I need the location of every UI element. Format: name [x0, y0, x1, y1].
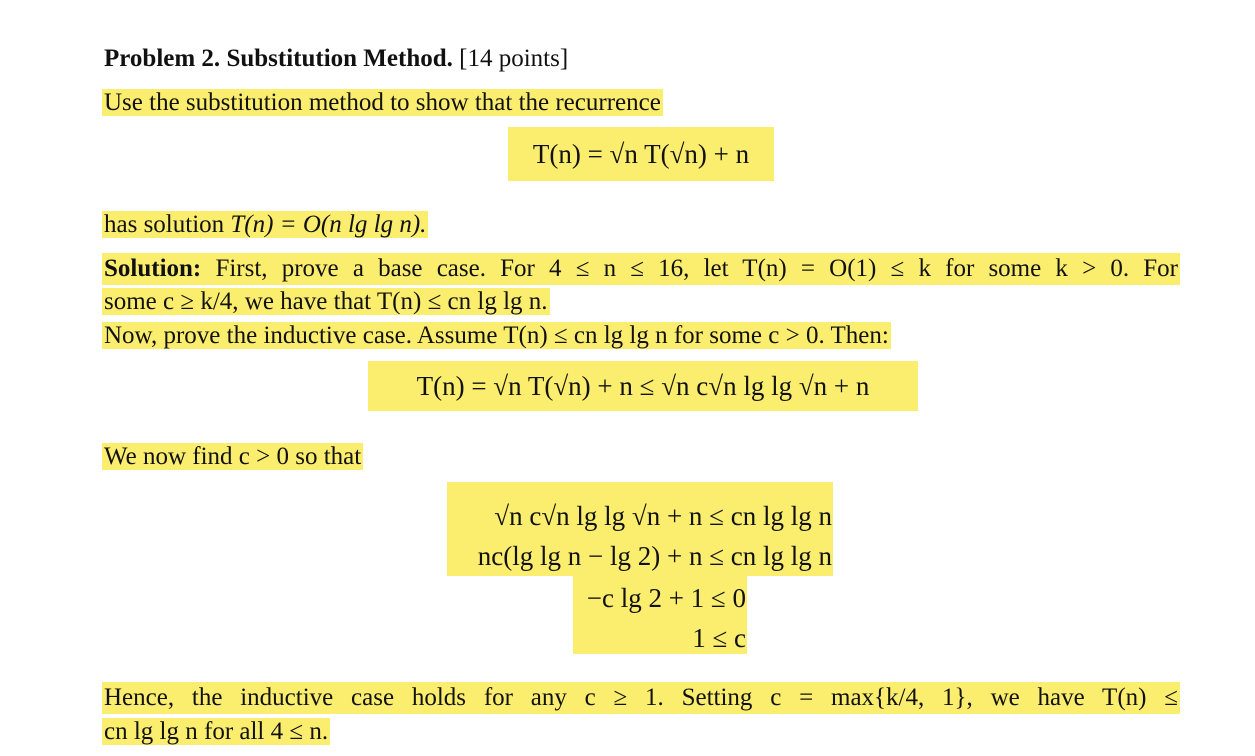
- claim-math: T(n) = O(n lg lg n).: [230, 211, 427, 238]
- expansion-equation: T(n) = √n T(√n) + n ≤ √n c√n lg lg √n + n: [368, 361, 918, 411]
- conclusion-line-2: cn lg lg n for all 4 ≤ n.: [104, 718, 329, 745]
- solution-line-1: [102, 253, 1180, 285]
- problem-points: [14 points]: [459, 45, 569, 72]
- claim-line: [102, 211, 428, 238]
- find-text: We now find c > 0 so that: [104, 443, 362, 470]
- step-3: −c lg 2 + 1 ≤ 0: [586, 583, 746, 613]
- conclusion-line-1: Hence, the inductive case holds for any c ≥ 1. Setting c = max{k/4, 1}, we have T(n) ≤: [102, 682, 1180, 714]
- solution-label: Solution:: [104, 255, 202, 282]
- problem-label: Problem 2.: [104, 45, 221, 72]
- problem-heading: [104, 43, 568, 75]
- solution-line1-text: First, prove a base case. For 4 ≤ n ≤ 16, let T(n) = O(1) ≤ k for some k > 0. For: [215, 255, 1179, 282]
- solution-line-3: Now, prove the inductive case. Assume T(n) ≤ cn lg lg n for some c > 0. Then:: [104, 322, 889, 349]
- step-1: √n c√n lg lg √n + n ≤ cn lg lg n: [494, 501, 832, 531]
- step-2: nc(lg lg n − lg 2) + n ≤ cn lg lg n: [477, 541, 832, 571]
- problem-title: Substitution Method.: [226, 45, 453, 72]
- solution-line-2: some c ≥ k/4, we have that T(n) ≤ cn lg lg n.: [104, 288, 548, 315]
- step-4: 1 ≤ c: [692, 623, 746, 653]
- intro-text: Use the substitution method to show that the recurrence: [104, 89, 661, 116]
- recurrence-equation: T(n) = √n T(√n) + n: [508, 127, 774, 181]
- claim-prefix: has solution: [104, 211, 231, 238]
